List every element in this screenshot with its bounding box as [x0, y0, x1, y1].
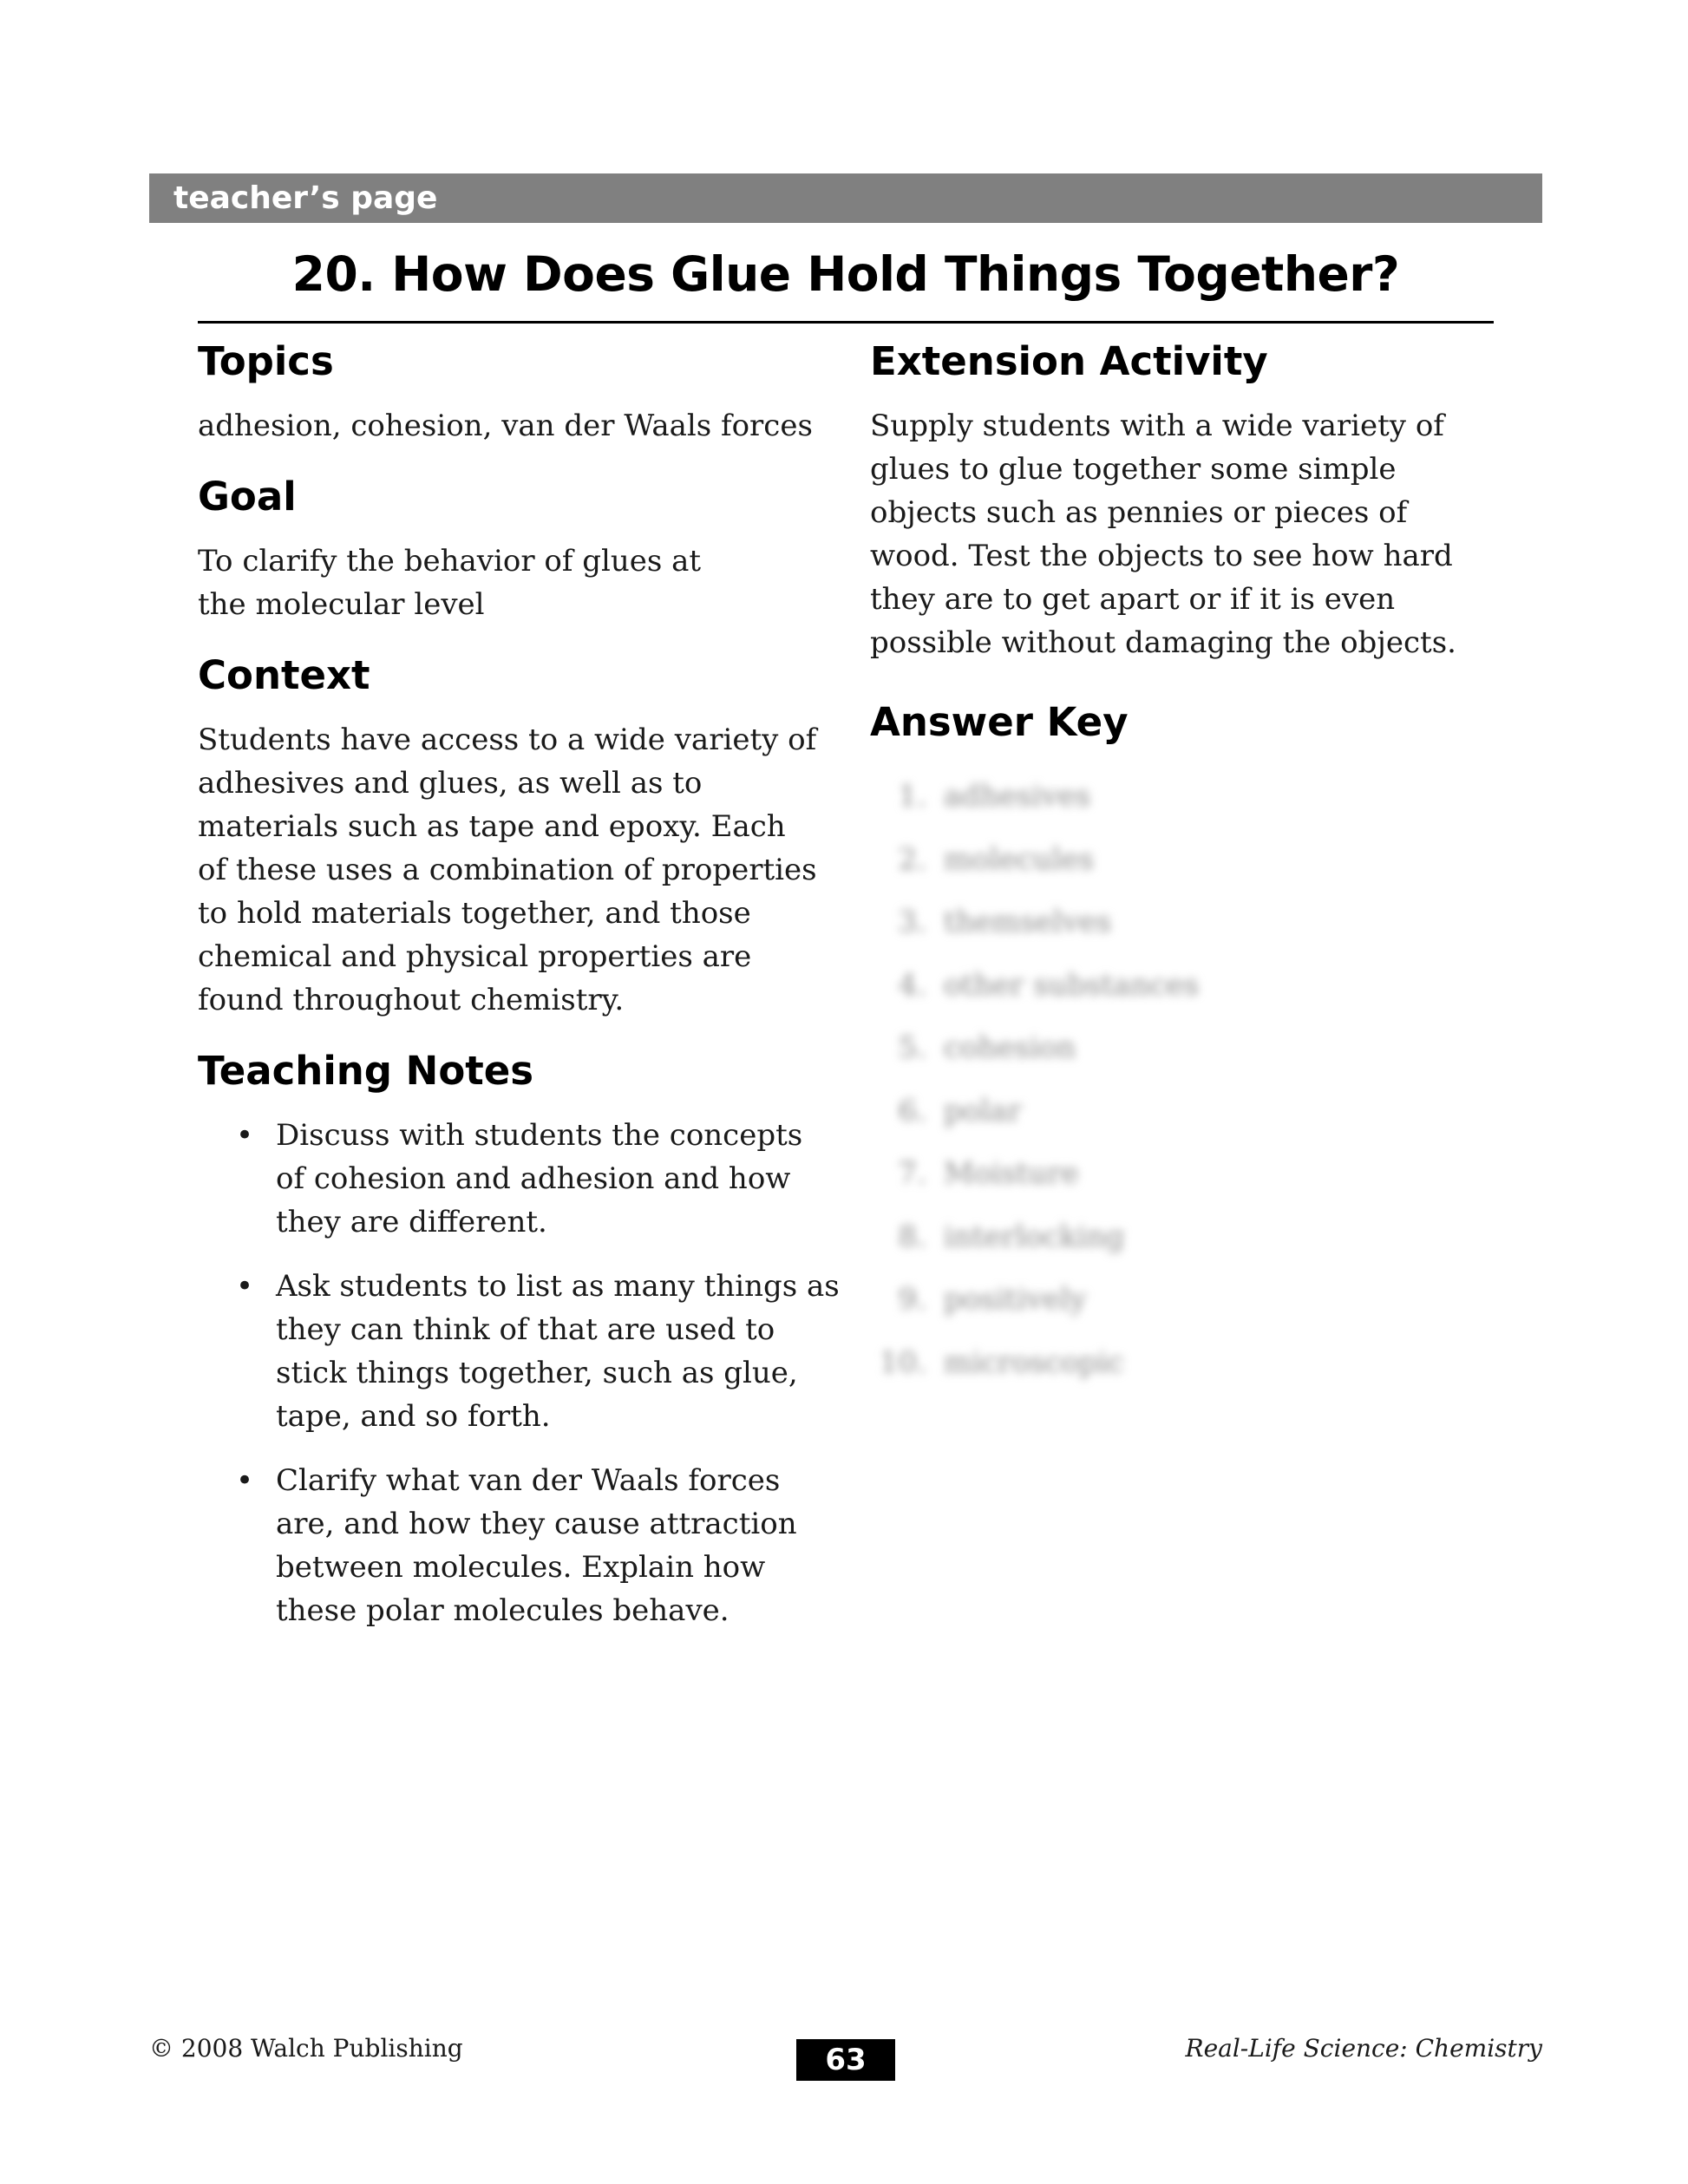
teaching-notes-list — [198, 1114, 840, 1632]
answer-key-heading: Answer Key — [870, 699, 1129, 745]
answer-key-section — [870, 699, 1512, 1394]
note-text: Discuss with students the concepts of cohesion and adhesion and how they are different. — [276, 1118, 803, 1239]
goal-heading: Goal — [198, 474, 297, 520]
left-column — [198, 338, 840, 1658]
context-section — [198, 652, 840, 1022]
answer-number: 4. — [898, 967, 926, 1003]
teachers-page-banner: teacher’s page — [149, 173, 1542, 223]
teaching-notes-heading: Teaching Notes — [198, 1048, 534, 1094]
topics-heading: Topics — [198, 338, 334, 384]
note-text: Ask students to list as many things as they can think of that are used to stick things together, such as glue, tape, and so forth. — [276, 1269, 840, 1434]
context-heading: Context — [198, 652, 370, 698]
answer-text: interlocking — [944, 1219, 1125, 1254]
answer-number: 10. — [879, 1344, 926, 1380]
answer-text: cohesion — [944, 1030, 1076, 1065]
extension-text: Supply students with a wide variety of glues to glue together some simple objects such as pennies or pieces of wood. Test the objects to see how hard they are to get apart or if it is even possible without damaging the objects. — [870, 409, 1456, 660]
page-number: 63 — [796, 2039, 895, 2081]
list-item — [870, 1080, 1512, 1143]
list-item — [198, 1114, 840, 1244]
answer-text: themselves — [944, 905, 1112, 939]
answer-text: other substances — [944, 967, 1200, 1003]
answer-text: positively — [944, 1282, 1087, 1317]
answer-number: 7. — [898, 1156, 926, 1191]
topics-text: adhesion, cohesion, van der Waals forces — [198, 409, 813, 443]
right-column — [870, 338, 1512, 1420]
answer-text: polar — [944, 1093, 1022, 1128]
goal-section — [198, 474, 840, 626]
list-item — [870, 828, 1512, 892]
bullet-icon: • — [236, 1118, 254, 1153]
list-item — [870, 1206, 1512, 1269]
answer-number: 9. — [898, 1282, 926, 1317]
copyright-notice: © 2008 Walch Publishing — [149, 2034, 463, 2063]
book-title: Real-Life Science: Chemistry — [1185, 2034, 1542, 2063]
teaching-notes-section — [198, 1048, 840, 1632]
answer-number: 8. — [898, 1219, 926, 1254]
extension-heading: Extension Activity — [870, 338, 1268, 384]
answer-text: molecules — [944, 841, 1095, 877]
answer-key-list — [870, 765, 1512, 1394]
list-item — [870, 954, 1512, 1017]
note-text: Clarify what van der Waals forces are, and how they cause attraction between molecules. Explain how these polar molecules behave. — [276, 1463, 797, 1628]
list-item — [198, 1459, 840, 1632]
list-item — [870, 891, 1512, 954]
list-item — [870, 1142, 1512, 1206]
title-divider — [198, 321, 1494, 324]
list-item — [198, 1265, 840, 1438]
answer-text: microscopic — [944, 1344, 1124, 1380]
answer-text: adhesives — [944, 779, 1091, 814]
bullet-icon: • — [236, 1463, 254, 1498]
answer-text: Moisture — [944, 1156, 1079, 1191]
answer-number: 3. — [898, 905, 926, 939]
context-text: Students have access to a wide variety of adhesives and glues, as well as to materials such as tape and epoxy. Each of these uses a combination of properties to hold materials together, and those chemical and physical properties are found throughout chemistry. — [198, 723, 817, 1017]
bullet-icon: • — [236, 1269, 254, 1304]
answer-number: 6. — [898, 1093, 926, 1128]
extension-section — [870, 338, 1512, 664]
list-item — [870, 1017, 1512, 1080]
answer-number: 2. — [898, 841, 926, 877]
answer-number: 5. — [898, 1030, 926, 1065]
list-item — [870, 765, 1512, 828]
list-item — [870, 1331, 1512, 1395]
goal-text: To clarify the behavior of glues at the molecular level — [198, 544, 702, 622]
list-item — [870, 1268, 1512, 1331]
page-title: 20. How Does Glue Hold Things Together? — [291, 246, 1400, 302]
topics-section — [198, 338, 840, 448]
answer-number: 1. — [898, 779, 926, 814]
